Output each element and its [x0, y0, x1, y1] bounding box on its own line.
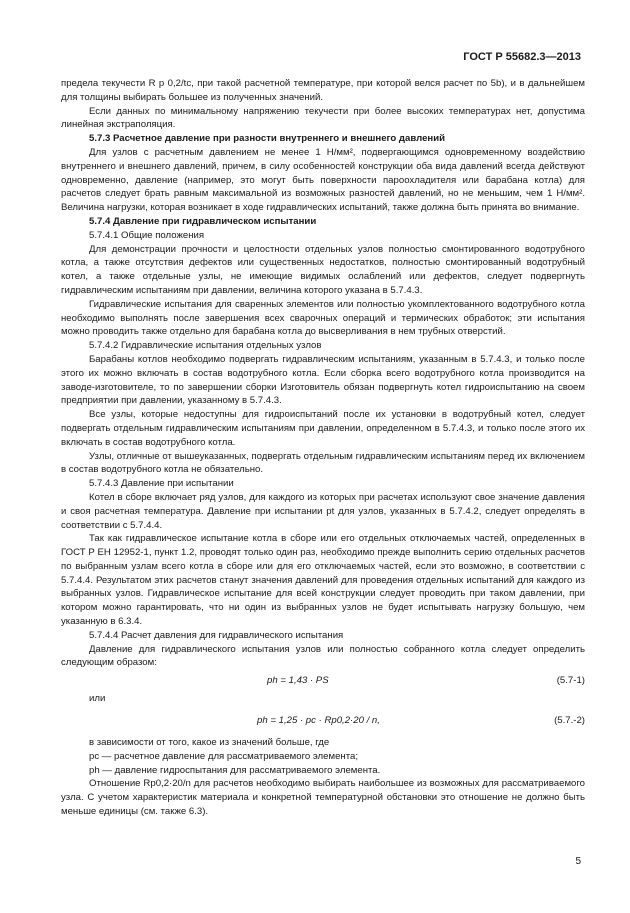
paragraph: Котел в сборе включает ряд узлов, для каждого из которых при расчетах используют свое значение давления и своя расчетная температура. Давление при испытании pt для узлов, указанных в 5.7.4.2, следует определять в соответствии с 5.7.4.4.	[61, 491, 585, 531]
paragraph: в зависимости от того, какое из значений больше, где	[89, 737, 330, 749]
document-body	[61, 77, 585, 819]
subsection-heading-5-7-4-2: 5.7.4.2 Гидравлические испытания отдельных узлов	[89, 340, 322, 352]
paragraph: Для узлов с расчетным давлением не менее 1 Н/мм², подвергающимся одновременному воздействию внутреннего и внешнего давлений, причем, в силу особенностей конструкции оба вида давлений всегда действуют одновременно, давление (например, это могут быть поверхности пароохладителя или барабана котла) для расчетов следует брать равным максимальной из возможных разностей давлений, но не меньшим, чем 1 Н/мм². Величина нагрузки, которая возникает в ходе гидравлических испытаний, также должна быть принята во внимание.	[61, 146, 585, 214]
formula-expression: ph = 1,43 · PS	[267, 675, 329, 687]
formula-expression: ph = 1,25 · pc · Rp0,2·20 / n,	[257, 715, 380, 727]
paragraph: Так как гидравлическое испытание котла в сборе или его отдельных отключаемых частей, определенных в ГОСТ Р ЕН 12952-1, пункт 1.2, проводят только один раз, необходимо прежде выполнить серию отдельных расчетов по выбранным узлам всего котла в сборе или для его отключаемых частей, если это возможно, в соответствии с 5.7.4.4. Результатом этих расчетов станут значения давлений для проведения отдельных испытаний для каждого из выбранных узлов. Гидравлическое испытание для всей конструкции следует проводить при таком давлении, при котором можно гарантировать, что ни один из выбранных узлов не будет испытывать нагрузку большую, чем указанную в 6.3.4.	[61, 533, 585, 628]
paragraph: предела текучести R p 0,2/tc, при такой расчетной температуре, при которой велся расчет по 5b), и в дальнейшем для толщины выбирать большее из полученных значений.	[61, 78, 585, 103]
subsection-heading-5-7-4-3: 5.7.4.3 Давление при испытании	[89, 478, 234, 490]
paragraph: Барабаны котлов необходимо подвергать гидравлическим испытаниям, указанным в 5.7.4.3, и только после этого их можно включать в состав водотрубного котла. Если сборка всего водотрубного котла производится на заводе-изготовителе, то по завершении сборки Изготовитель обязан подвергнуть котел гидроиспытанию на своем предприятии при давлении, указанному в 5.7.4.3.	[61, 353, 585, 407]
paragraph: Для демонстрации прочности и целостности отдельных узлов полностью смонтированного водотрубного котла, а также отсутствия дефектов или существенных недостатков, полностью смонтированный водотрубный котел, а также отдельные узлы, не имеющие видимых ослаблений или дефектов, следует подвергнуть гидравлическим испытаниям при давлении, величина которого указана в 5.7.4.3.	[61, 243, 585, 296]
formula-or: или	[89, 693, 106, 705]
paragraph: Если данных по минимальному напряжению текучести при более высоких температурах нет, допустима линейная экстраполяция.	[61, 105, 585, 131]
formula-number: (5.7.-2)	[554, 715, 585, 727]
paragraph: Давление для гидравлического испытания узлов или полностью собранного котла следует определить следующим образом:	[61, 643, 585, 669]
formula-5-7-1	[61, 670, 585, 692]
formula-5-7-2	[61, 706, 585, 736]
section-heading-5-7-4: 5.7.4 Давление при гидравлическом испытании	[89, 215, 317, 227]
section-heading-5-7-3: 5.7.3 Расчетное давление при разности внутреннего и внешнего давлений	[89, 133, 446, 145]
paragraph: Все узлы, которые недоступны для гидроиспытаний после их установки в водотрубный котел, следует подвергать отдельным гидравлическим испытаниям при давлении, определенном в 5.7.4.3, и только после этого их включать в состав водотрубного котла.	[61, 409, 585, 448]
paragraph: Узлы, отличные от вышеуказанных, подвергать отдельным гидравлическим испытаниям перед их включением в состав водотрубного котла не обязательно.	[61, 450, 585, 476]
subsection-heading-5-7-4-4: 5.7.4.4 Расчет давления для гидравлического испытания	[89, 629, 344, 641]
standard-header: ГОСТ Р 55682.3—2013	[463, 51, 581, 63]
paragraph: Отношение Rp0,2·20/n для расчетов необходимо выбирать наибольшее из возможных для рассматриваемого узла. С учетом характеристик материала и конкретной температурной обстановки это отношение не должно быть меньше единицы (см. также 6.3).	[61, 778, 585, 818]
definition-item: pc — расчетное давление для рассматриваемого элемента;	[89, 750, 359, 762]
subsection-heading-5-7-4-1: 5.7.4.1 Общие положения	[89, 229, 205, 241]
definition-item: ph — давление гидроспытания для рассматриваемого элемента.	[89, 764, 381, 776]
paragraph: Гидравлические испытания для сваренных элементов или полностью укомплектованного водотрубного котла необходимо выполнять после завершения всех сварочных операций и термических обработок; эти испытания можно проводить также отдельно для барабана котла до высверливания в нем трубных отверстий.	[61, 298, 585, 338]
page-number: 5	[575, 856, 581, 867]
formula-number: (5.7-1)	[556, 675, 585, 687]
